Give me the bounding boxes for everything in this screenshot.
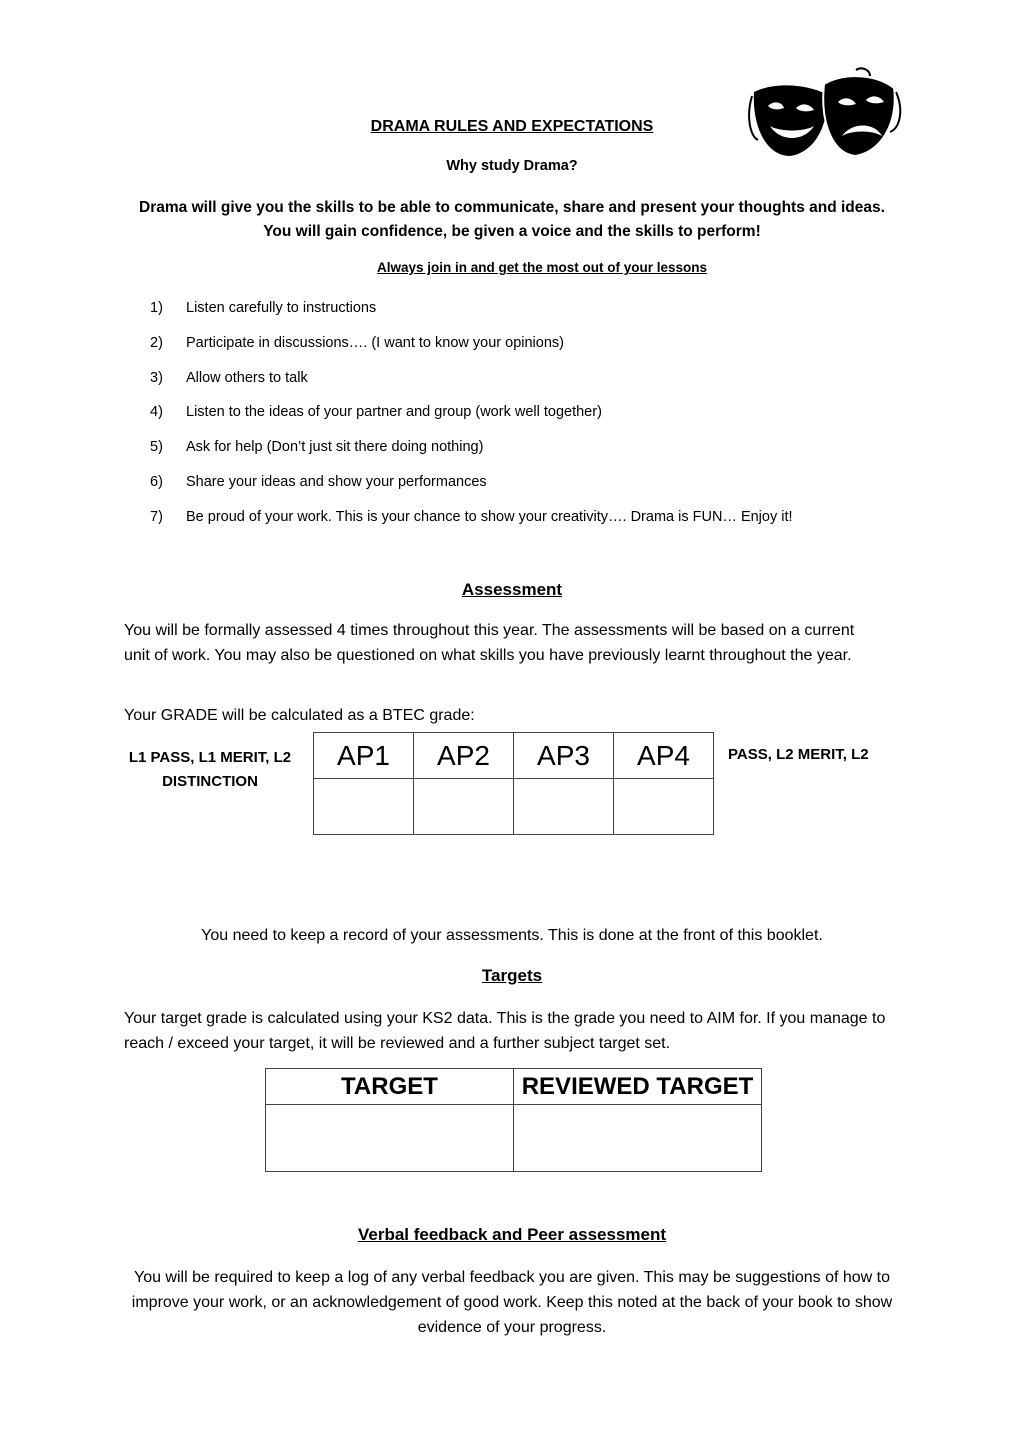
list-item: [150, 439, 910, 474]
target-cell[interactable]: [266, 1105, 514, 1172]
list-number: 6): [150, 473, 163, 490]
list-item: [150, 404, 910, 439]
intro-paragraph: Drama will give you the skills to be able to communicate, share and present your thoughts and ideas. You will gain confidence, be given a voice and the skills to perform!: [139, 199, 885, 240]
tagline: Always join in and get the most out of your lessons: [376, 260, 708, 275]
list-number: 3): [150, 369, 163, 386]
list-text: Allow others to talk: [186, 369, 308, 386]
list-text: Listen carefully to instructions: [186, 300, 377, 316]
list-text: Participate in discussions…. (I want to know your opinions): [186, 334, 564, 351]
list-text: Share your ideas and show your performances: [186, 473, 487, 490]
header-reviewed-target: REVIEWED TARGET: [514, 1069, 762, 1105]
targets-paragraph: Your target grade is calculated using your KS2 data. This is the grade you need to AIM for. If you manage to reach / exceed your target, it will be reviewed and a further subject target set.: [124, 1010, 886, 1052]
assessment-paragraph: You will be formally assessed 4 times throughout this year. The assessments will be based on a current unit of work. You may also be questioned on what skills you have previously learnt throughout the year.: [124, 622, 855, 664]
list-item: [150, 335, 910, 370]
list-item: [150, 370, 910, 405]
theatre-masks-icon: [744, 66, 904, 166]
ap3-cell[interactable]: [514, 779, 614, 835]
list-number: 7): [150, 508, 163, 525]
list-number: 5): [150, 439, 163, 456]
table-row: [314, 779, 714, 835]
feedback-paragraph: You will be required to keep a log of any verbal feedback you are given. This may be suggestions of how to improve your work, or an acknowledgement of good work. Keep this noted at the back of your book to show evidence of your progress.: [131, 1269, 893, 1336]
grade-scale-right: PASS, L2 MERIT, L2: [728, 746, 869, 763]
rules-list: [150, 300, 910, 544]
ap4-cell[interactable]: [614, 779, 714, 835]
list-text: Be proud of your work. This is your chance to show your creativity…. Drama is FUN… Enjoy it!: [186, 508, 793, 525]
grade-intro: Your GRADE will be calculated as a BTEC grade:: [124, 707, 475, 724]
assessment-heading: Assessment: [461, 580, 563, 599]
reviewed-target-cell[interactable]: [514, 1105, 762, 1172]
ap2-cell[interactable]: [414, 779, 514, 835]
record-note: You need to keep a record of your assessments. This is done at the front of this booklet.: [201, 927, 823, 944]
table-header-row: [314, 733, 714, 779]
page-title: DRAMA RULES AND EXPECTATIONS: [370, 118, 654, 135]
list-text: Listen to the ideas of your partner and group (work well together): [186, 404, 602, 421]
header-target: TARGET: [266, 1069, 514, 1105]
feedback-heading: Verbal feedback and Peer assessment: [357, 1225, 667, 1244]
table-header-row: [266, 1069, 762, 1105]
header-ap3: AP3: [514, 733, 614, 779]
list-number: 2): [150, 334, 163, 351]
header-ap2: AP2: [414, 733, 514, 779]
list-item: [150, 509, 910, 544]
header-ap1: AP1: [314, 733, 414, 779]
list-number: 1): [150, 300, 163, 316]
assessment-points-table: [313, 732, 714, 835]
table-row: [266, 1105, 762, 1172]
targets-table: [265, 1068, 762, 1172]
list-item: [150, 474, 910, 509]
grade-scale-left: L1 PASS, L1 MERIT, L2 DISTINCTION: [128, 749, 292, 790]
targets-heading: Targets: [481, 966, 543, 985]
list-text: Ask for help (Don’t just sit there doing nothing): [186, 439, 484, 456]
header-ap4: AP4: [614, 733, 714, 779]
list-number: 4): [150, 404, 163, 421]
ap1-cell[interactable]: [314, 779, 414, 835]
subtitle: Why study Drama?: [446, 158, 578, 174]
list-item: [150, 300, 910, 335]
